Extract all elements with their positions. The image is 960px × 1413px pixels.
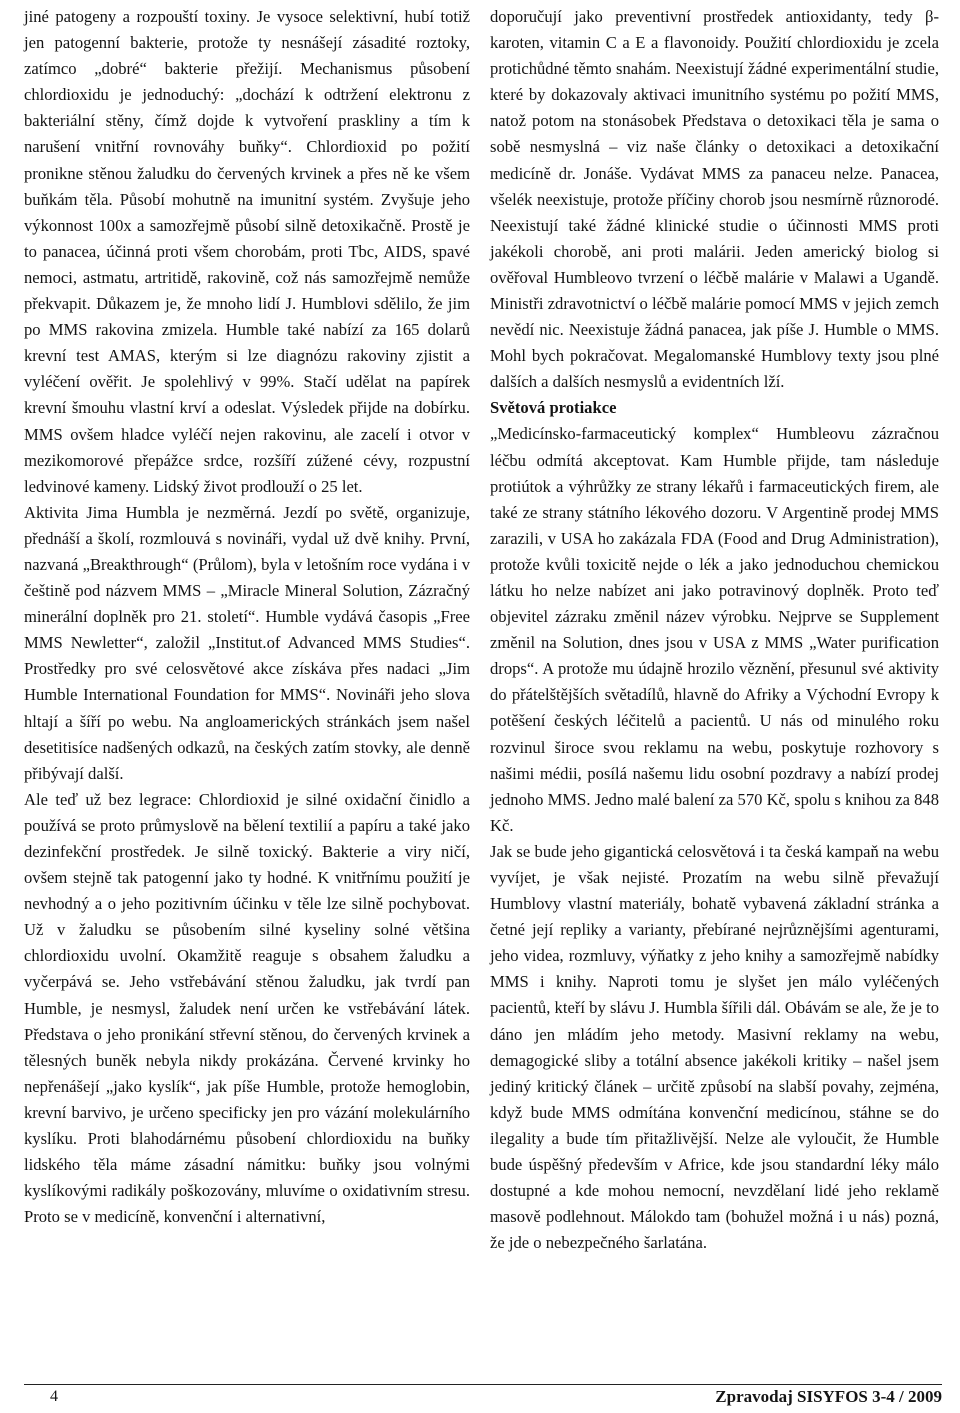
right-column — [490, 4, 939, 1256]
page-number: 4 — [50, 1388, 58, 1405]
paragraph: Jak se bude jeho gigantická celosvětová i ta česká kampaň na webu vyvíjet, je však nejisté. Prozatím na webu silně převažují Humblovy vlastní materiály, bohatě vybavená základní stránka a četné její repliky a varianty, přebírané nejrůznějšími agenturami, jeho videa, rozmluvy, výňatky z jeho knihy a samozřejmě nabídky MMS i knihy. Naproti tomu je slyšet jen málo vyléčených pacientů, kteří by slávu J. Humbla šířili dál. Obávám se ale, že je to dáno jen mládím jeho metody. Masivní reklamy na webu, demagogické sliby a totální absence jakékoli kritiky – našel jsem jediný kritický článek – určitě způsobí na slabší povahy, zejména, když bude MMS odmítána konvenční medicínou, stáhne se do ilegality a bude tím přitažlivější. Nelze ale vyloučit, že Humble bude úspěšný především v Africe, kde jsou standardní léky málo dostupné a kde mohou nemocní, nevzdělaní lidé jeho reklamě masově podlehnout. Málokdo tam (bohužel možná i u nás) pozná, že jde o nebezpečného šarlatána. — [490, 841, 939, 1253]
section-heading: Světová protiakce — [490, 398, 617, 418]
paragraph: doporučují jako preventivní prostředek antioxidanty, tedy β-karoten, vitamin C a E a flavonoidy. Použití chlordioxidu je zcela protichůdné těmto snahám. Neexistují žádné experimentální studie, které by dokazovaly aktivaci imunitního systému po požití MMS, natož potom na stonásobek Představa o detoxikaci těla je sama o sobě nesmyslná – viz naše články o detoxikaci a detoxikační medicíně dr. Jonáše. Vydávat MMS za panaceu nelze. Panacea, všelék neexistuje, protože příčiny chorob jsou nesmírně různorodé. Neexistují také žádné klinické studie o účinnosti MMS proti jakékoli chorobě, ani proti malárii. Jeden americký biolog si ověřoval Humbleovo tvrzení o léčbě malárie v Malawi a Ugandě. Ministři zdravotnictví o léčbě malárie pomocí MMS v jejich zemch nevědí nic. Neexistuje žádná panacea, jak píše J. Humble o MMS. Mohl bych pokračovat. Megalomanské Humblovy texty jsou plné dalších a dalších nesmyslů a evidentních lží. — [490, 7, 939, 392]
left-column — [24, 4, 470, 1230]
paragraph: jiné patogeny a rozpouští toxiny. Je vysoce selektivní, hubí totiž jen patogenní bakterie, protože ty nesnášejí zásadité roztoky, zatímco „dobré“ bakterie přežijí. Mechanismus působení chlordioxidu je jednoduchý: „dochází k odtržení elektronu z bakteriální stěny, čímž dojde k vytvoření praskliny a tím k narušení vnitřní rovnováhy buňky“. Chlordioxid po požití pronikne stěnou žaludku do červených krvinek a přes ně ke všem buňkám těla. Působí mohutně na imunitní systém. Zvyšuje jeho výkonnost 100x a samozřejmě působí silně detoxikačně. Prostě je to panacea, účinná proti všem chorobám, proti Tbc, AIDS, spavé nemoci, astmatu, artritidě, rakovině, což nás samozřejmě nemůže překvapit. Důkazem je, že mnoho lidí J. Humblovi sdělilo, že jim po MMS rakovina zmizela. Humble také nabízí za 165 dolarů krevní test AMAS, kterým si lze diagnózu rakoviny zjistit a vyléčení ověřit. Je spolehlivý v 99%. Stačí udělat na papírek krevní šmouhu vlastní krví a odeslat. Výsledek přijde na dobírku. MMS ovšem hladce vyléčí nejen rakovinu, ale zacelí i otvor v mezikomorové přepážce srdce, rozšíří zúžené cévy, rozpustní ledvinové kameny. Lidský život prodlouží o 25 let. — [24, 7, 470, 496]
paragraph: Ale teď už bez legrace: Chlordioxid je silné oxidační činidlo a používá se proto průmyslově na bělení textilií a papíru a také jako dezinfekční prostředek. Je silně toxický. Bakterie a viry ničí, ovšem stejně tak patogenní jako ty hodné. K vnitřnímu použití je nevhodný a o jeho pozitivním účinku v těle lze silně pochybovat. Už v žaludku se působením silné kyseliny solné většina chlordioxidu uvolní. Okamžitě reaguje s obsahem žaludku a vyčerpává se. Jeho vstřebávání stěnou žaludku, jak tvrdí pan Humble, je nesmysl, žaludek není určen ke vstřebávání látek. Představa o jeho pronikání střevní stěnou, do červených krvinek a tělesných buněk nebyla nikdy prokázána. Červené krvinky ho nepřenášejí „jako kyslík“, jak píše Humble, protože hemoglobin, krevní barvivo, je určeno specificky jen pro vázání molekulárního kyslíku. Proti blahodárnému působení chlordioxidu na buňky lidského těla máme zásadní námitku: buňky jsou volnými kyslíkovými radikály poškozovány, mluvíme o oxidativním stresu. Proto se v medicíně, konvenční i alternativní, — [24, 789, 470, 1227]
footer-divider — [24, 1384, 942, 1385]
paragraph: „Medicínsko-farmaceutický komplex“ Humbleovu zázračnou léčbu odmítá akceptovat. Kam Humble přijde, tam následuje protiútok a výhrůžky ze strany lékařů i farmaceutických firem, ale také ze strany státního lékového dozoru. V Argentině prodej MMS zarazili, v USA ho zakázala FDA (Food and Drug Administration), protože kvůli toxicitě nejde o lék a jako jednoduchou chemickou látku ho nelze nabízet ani jako potravinový doplněk. Proto teď objevitel zázraku změnil název výrobku. Nejprve se Supplement změnil na Solution, dnes jsou v USA z MMS „Water purification drops“. A protože mu údajně hrozilo věznění, přesunul své aktivity do přátelštějších světadílů, hlavně do Afriky a Východní Evropy k potěšení českých léčitelů a pacientů. U nás od minulého roku rozvinul široce svou reklamu na webu, poskytuje rozhovory s našimi médii, posílá našemu lidu osobní pozdravy a nabízí prodej jednoho MMS. Jedno malé balení za 570 Kč, spolu s knihou za 848 Kč. — [490, 424, 939, 835]
journal-title: Zpravodaj SISYFOS 3-4 / 2009 — [715, 1387, 942, 1406]
paragraph: Aktivita Jima Humbla je nezměrná. Jezdí po světě, organizuje, přednáší a školí, rozmlouvá s novináři, vydal už dvě knihy. První, nazvaná „Breakthrough“ (Průlom), byla v letošním roce vydána i v češtině pod názvem MMS – „Miracle Mineral Solution, Zázračný minerální doplněk pro 21. století“. Humble vydává časopis „Free MMS Newletter“, založil „Institut.of Advanced MMS Studies“. Prostředky pro své celosvětové akce získáva přes nadaci „Jim Humble International Foundation for MMS“. Novináři jeho slova hltají a šíří po webu. Na angloamerických stránkách jsem našel desetitisíce nadšených odkazů, na českých zatím stovky, ale denně přibývají další. — [24, 502, 470, 783]
